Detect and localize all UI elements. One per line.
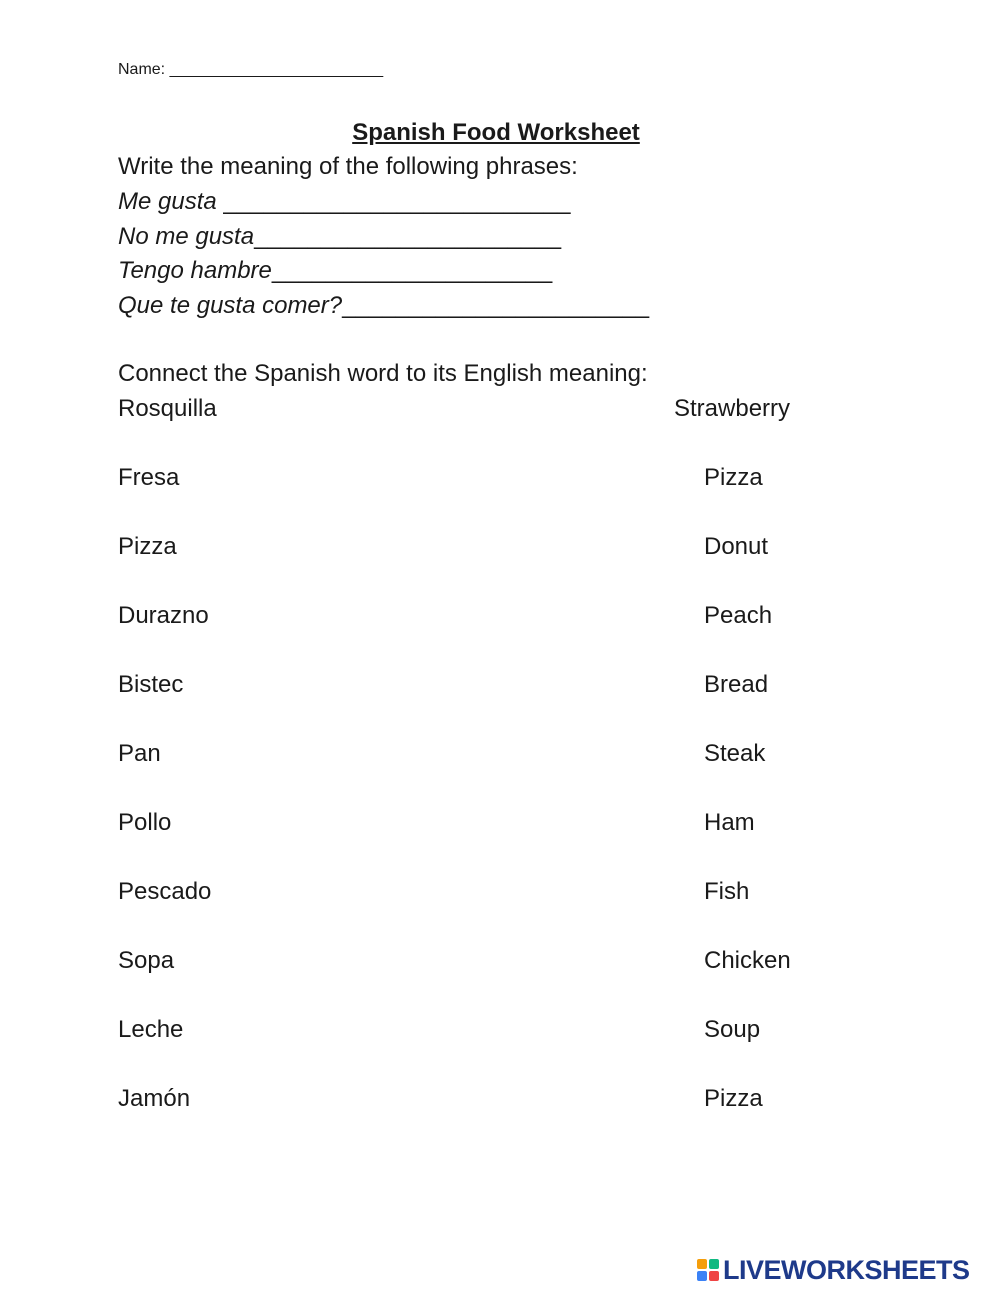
english-word[interactable]: Steak [704, 740, 766, 767]
worksheet-title: Spanish Food Worksheet [352, 119, 640, 146]
english-word[interactable]: Chicken [704, 947, 791, 974]
logo-block [709, 1271, 719, 1281]
spanish-word[interactable]: Pan [118, 740, 161, 767]
english-word[interactable]: Fish [704, 878, 750, 905]
match-row [118, 877, 878, 907]
phrase-line [118, 256, 552, 286]
spanish-word[interactable]: Pollo [118, 809, 172, 836]
logo-blocks-icon [697, 1259, 719, 1281]
answer-blank[interactable]: _____________________ [271, 257, 553, 284]
match-row [118, 532, 878, 562]
name-field-label: Name: ________________________ [118, 61, 384, 78]
phrase-text: Me gusta [118, 188, 224, 215]
answer-blank[interactable]: __________________________ [223, 188, 571, 215]
match-row [118, 1084, 878, 1114]
english-word[interactable]: Bread [704, 671, 769, 698]
phrase-line [118, 291, 649, 321]
match-row [118, 808, 878, 838]
match-row [118, 463, 878, 493]
phrases-instruction: Write the meaning of the following phrases: [118, 153, 578, 180]
spanish-word[interactable]: Leche [118, 1016, 184, 1043]
spanish-word[interactable]: Pescado [118, 878, 212, 905]
liveworksheets-logo [697, 1254, 970, 1286]
answer-blank[interactable]: _______________________ [342, 292, 650, 319]
matching-instruction: Connect the Spanish word to its English meaning: [118, 360, 648, 387]
phrase-text: No me gusta [118, 223, 255, 250]
match-row [118, 1015, 878, 1045]
match-row [118, 601, 878, 631]
match-row [118, 394, 878, 424]
phrase-text: Tengo hambre [118, 257, 272, 284]
spanish-word[interactable]: Sopa [118, 947, 175, 974]
english-word[interactable]: Pizza [704, 1085, 763, 1112]
logo-text: LIVEWORKSHEETS [723, 1255, 970, 1285]
spanish-word[interactable]: Pizza [118, 533, 177, 560]
english-word[interactable]: Pizza [704, 464, 763, 491]
spanish-word[interactable]: Durazno [118, 602, 209, 629]
phrase-line [118, 187, 570, 217]
english-word[interactable]: Soup [704, 1016, 761, 1043]
english-word[interactable]: Ham [704, 809, 755, 836]
english-word[interactable]: Peach [704, 602, 773, 629]
phrase-line [118, 222, 561, 252]
english-word[interactable]: Strawberry [674, 395, 791, 422]
logo-block [697, 1271, 707, 1281]
spanish-word[interactable]: Rosquilla [118, 395, 217, 422]
logo-block [697, 1259, 707, 1269]
answer-blank[interactable]: _______________________ [254, 223, 562, 250]
spanish-word[interactable]: Fresa [118, 464, 180, 491]
phrase-text: Que te gusta comer? [118, 292, 343, 319]
spanish-word[interactable]: Jamón [118, 1085, 191, 1112]
logo-block [709, 1259, 719, 1269]
match-row [118, 739, 878, 769]
spanish-word[interactable]: Bistec [118, 671, 184, 698]
english-word[interactable]: Donut [704, 533, 769, 560]
match-row [118, 670, 878, 700]
match-row [118, 946, 878, 976]
